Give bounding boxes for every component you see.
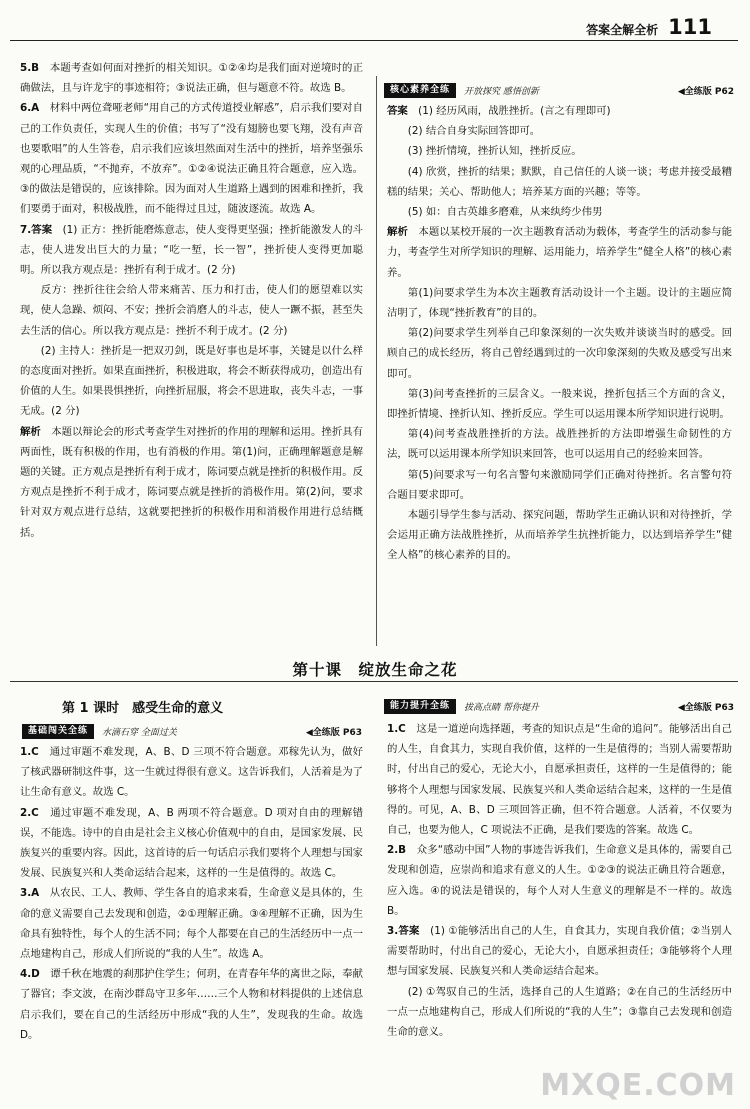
answer-paragraph: 解析 本题以某校开展的一次主题教育活动为载体，考查学生的活动参与能力，考查学生对所学知识的理解、运用能力，培养学生“健全人格”的核心素养。 <box>387 226 733 279</box>
answer-paragraph: 4.D 谭千秋在地震的刹那护住学生；何玥，在青春年华的离世之际，奉献了器官；李文波，在南沙群岛守卫多年……三个人物和材料提供的上述信息启示我们，要在自己的生活经历中形成“我的人生”，发现我的生命。故选 D。 <box>20 968 363 1041</box>
answer-paragraph: 答案 (1) 经历风雨，战胜挫折。(言之有理即可) <box>387 105 611 117</box>
answer-paragraph: (5) 如：自古英雄多磨难，从来纨绔少伟男 <box>407 206 603 219</box>
basic-practice-banner <box>22 724 362 739</box>
banner-tag: 基础闯关全练 <box>22 724 94 739</box>
banner-tag: 核心素养全练 <box>384 83 456 98</box>
watermark: MXQE.COM <box>540 1068 736 1103</box>
answer-paragraph: 1.C 通过审题不难发现，A、B、D 三项不符合题意。邓稼先认为，做好了核武器研制这件事，这一生就过得很有意义。这告诉我们，人活着是为了让生命有意义。故选 C。 <box>20 746 363 799</box>
banner-subtitle: 拔高点睛 帮你提升 <box>464 703 539 713</box>
answer-paragraph: (3) 挫折情境，挫折认知，挫折反应。 <box>407 145 582 158</box>
answer-paragraph: 解析 本题以辩论会的形式考查学生对挫折的作用的理解和运用。挫折具有两面性，既有积极的作用，也有消极的作用。第(1)问，正确理解题意是解题的关键。正方观点是挫折有利于成才，陈词要点就是挫折的积极作用。反方观点是挫折不利于成才，陈词要点就是挫折的消极作用。第(2)问，要求针对双方观点进行总结，这就要把挫折的积极作用和消极作用进行总结概括。 <box>20 425 364 539</box>
answer-paragraph: 6.A 材料中两位聋哑老师“用自己的方式传道授业解惑”，启示我们要对自己的工作负责任，实现人生的价值；书写了“没有翅膀也要飞翔，没有声音也要歌唱”的人生答卷，启示我们应该坦然面对生活中的挫折，培养坚强乐观的心理品质，“不抛弃，不放弃”。①②④说法正确且符合题意，应入选。③的做法是错误的，应该排除。因为面对人生道路上遇到的困难和挫折，我们要勇于面对，积极战胜，而不能得过且过，随波逐流。故选 A。 <box>20 102 363 216</box>
answer-paragraph: 第(5)问要求写一句名言警句来激励同学们正确对待挫折。名言警句符合题目要求即可。 <box>387 468 732 501</box>
answer-paragraph: 2.B 众多“感动中国”人物的事迹告诉我们，生命意义是具体的，需要自己发现和创造，应崇尚和追求有意义的人生。①②③的说法正确且符合题意，应入选。④的说法是错误的，每个人对人生意义的理解是不一样的。故选 B。 <box>387 844 732 917</box>
core-literacy-banner <box>384 83 734 98</box>
period-title: 第 1 课时 感受生命的意义 <box>62 701 224 716</box>
answer-paragraph: 第(4)问考查战胜挫折的方法。战胜挫折的方法即增强生命韧性的方法，既可以运用课本所学知识来回答，也可以运用自己的经验来回答。 <box>387 428 732 461</box>
lesson-title: 第十课 绽放生命之花 <box>292 661 458 679</box>
answer-paragraph: 2.C 通过审题不难发现，A、B 两项不符合题意。D 项对自由的理解错误，不能选。诗中的自由是社会主义核心价值观中的自由，是国家发展、民族复兴的重要内容。因此，这首诗的后一句话启示我们要将个人理想与国家发展、民族复兴和人类命运结合起来，这样的一生是值得的。故选 C。 <box>20 806 363 880</box>
answer-paragraph: 7.答案 (1) 正方：挫折能磨炼意志，使人变得更坚强；挫折能激发人的斗志，使人进发出巨大的力量；“吃一堑，长一智”，挫折使人变得更加聪明。所以我方观点是：挫折有利于成才。(2 分) <box>20 223 363 277</box>
answer-paragraph: (4) 欣赏，挫折的结果；默默，自己信任的人谈一谈；考虑并接受最糟糕的结果；关心、帮助他人；培养某方面的兴趣；等等。 <box>387 165 732 198</box>
header-rule <box>10 40 738 41</box>
lesson-rule <box>10 681 738 682</box>
answer-paragraph: 3.答案 (1) ①能够活出自己的人生，自食其力，实现自我价值；②当别人需要帮助时，付出自己的爱心，无论大小，自愿承担责任；③能够将个人理想与国家发展、民族复兴和人类命运结合起来。 <box>387 925 732 978</box>
answer-paragraph: 本题引导学生参与活动、探究问题，帮助学生正确认识和对待挫折，学会运用正确方法战胜挫折，从而培养学生抗挫折能力，以达到培养学生“健全人格”的核心素养的目的。 <box>387 509 732 562</box>
answer-paragraph: (2) 主持人：挫折是一把双刃剑，既是好事也是坏事，关键是以什么样的态度面对挫折。如果直面挫折，积极进取，将会不断获得成功，创造出有价值的人生。如果畏惧挫折，向挫折屈服，将会不思进取，丧失斗志，一事无成。(2 分) <box>20 344 363 418</box>
answer-paragraph: 3.A 从农民、工人、教师、学生各自的追求来看，生命意义是具体的，生命的意义需要自己去发现和创造，②①理解正确。③④理解不正确，因为生命具有独特性，每个人的生活不同；每个人都要在自己的生活经历中一点一点地建构自己，形成人们所说的“我的人生”。故选 A。 <box>20 887 363 961</box>
answer-paragraph: (2) ①驾驭自己的生活，选择自己的人生道路；②在自己的生活经历中一点一点地建构自己，形成人们所说的“我的人生”；③靠自己去发现和创造生命的意义。 <box>387 985 732 1039</box>
header-label: 答案全解全析 <box>586 23 659 37</box>
banner-page-ref: ◀全练版 P62 <box>677 87 734 97</box>
answer-paragraph: 第(3)问考查挫折的三层含义。一般来说，挫折包括三个方面的含义，即挫折情境、挫折认知、挫折反应。学生可以运用课本所学知识进行说明。 <box>387 387 732 421</box>
answer-paragraph: 第(1)问要求学生为本次主题教育活动设计一个主题。设计的主题应简洁明了，体现“挫折教育”的目的。 <box>387 286 732 320</box>
page-number: 111 <box>668 15 712 39</box>
answer-column-bottom-right <box>387 719 732 1042</box>
answer-paragraph: 反方：挫折往往会给人带来痛苦、压力和打击，使人们的愿望难以实现，使人急躁、烦闷、不安；挫折会消磨人的斗志，使人一蹶不振，甚至失去生活的信心。所以我方观点是：挫折不利于成才。(2 分) <box>20 284 363 337</box>
page-header <box>586 12 712 38</box>
answer-column-top-right <box>387 101 732 566</box>
answer-column-bottom-left <box>20 742 363 1045</box>
column-divider <box>376 76 377 646</box>
banner-subtitle: 开放探究 感悟创新 <box>464 87 539 97</box>
banner-tag: 能力提升全练 <box>384 699 456 714</box>
banner-subtitle: 水滴石穿 全面过关 <box>102 728 177 738</box>
answer-paragraph: 5.B 本题考查如何面对挫折的相关知识。①②④均是我们面对逆境时的正确做法，且与许龙宇的事迹相符；③说法正确，但与题意不符。故选 B。 <box>20 62 363 95</box>
answer-column-top-left <box>20 58 363 543</box>
answer-paragraph: 第(2)问要求学生列举自己印象深刻的一次失败并谈谈当时的感受。回顾自己的成长经历，将自己曾经遇到过的一次印象深刻的失败及感受写出来即可。 <box>387 327 732 380</box>
banner-page-ref: ◀全练版 P63 <box>677 703 734 713</box>
banner-page-ref: ◀全练版 P63 <box>305 728 362 738</box>
answer-paragraph: 1.C 这是一道逆向选择题，考查的知识点是“生命的追问”。能够活出自己的人生，自食其力，实现自我价值，这样的一生是值得的；当别人需要帮助时，付出自己的爱心，无论大小，自愿承担责任，这样的一生是值得的；能够将个人理想与国家发展、民族复兴和人类命运结合起来，这样的一生是值得的。可见，A、B、D 三项回答正确，但不符合题意。人活着，不仅要为自己，也要为他人，C 项说法不正确，是我们要选的答案。故选 C。 <box>387 723 732 837</box>
answer-paragraph: (2) 结合自身实际回答即可。 <box>407 125 541 138</box>
ability-practice-banner <box>384 699 734 714</box>
